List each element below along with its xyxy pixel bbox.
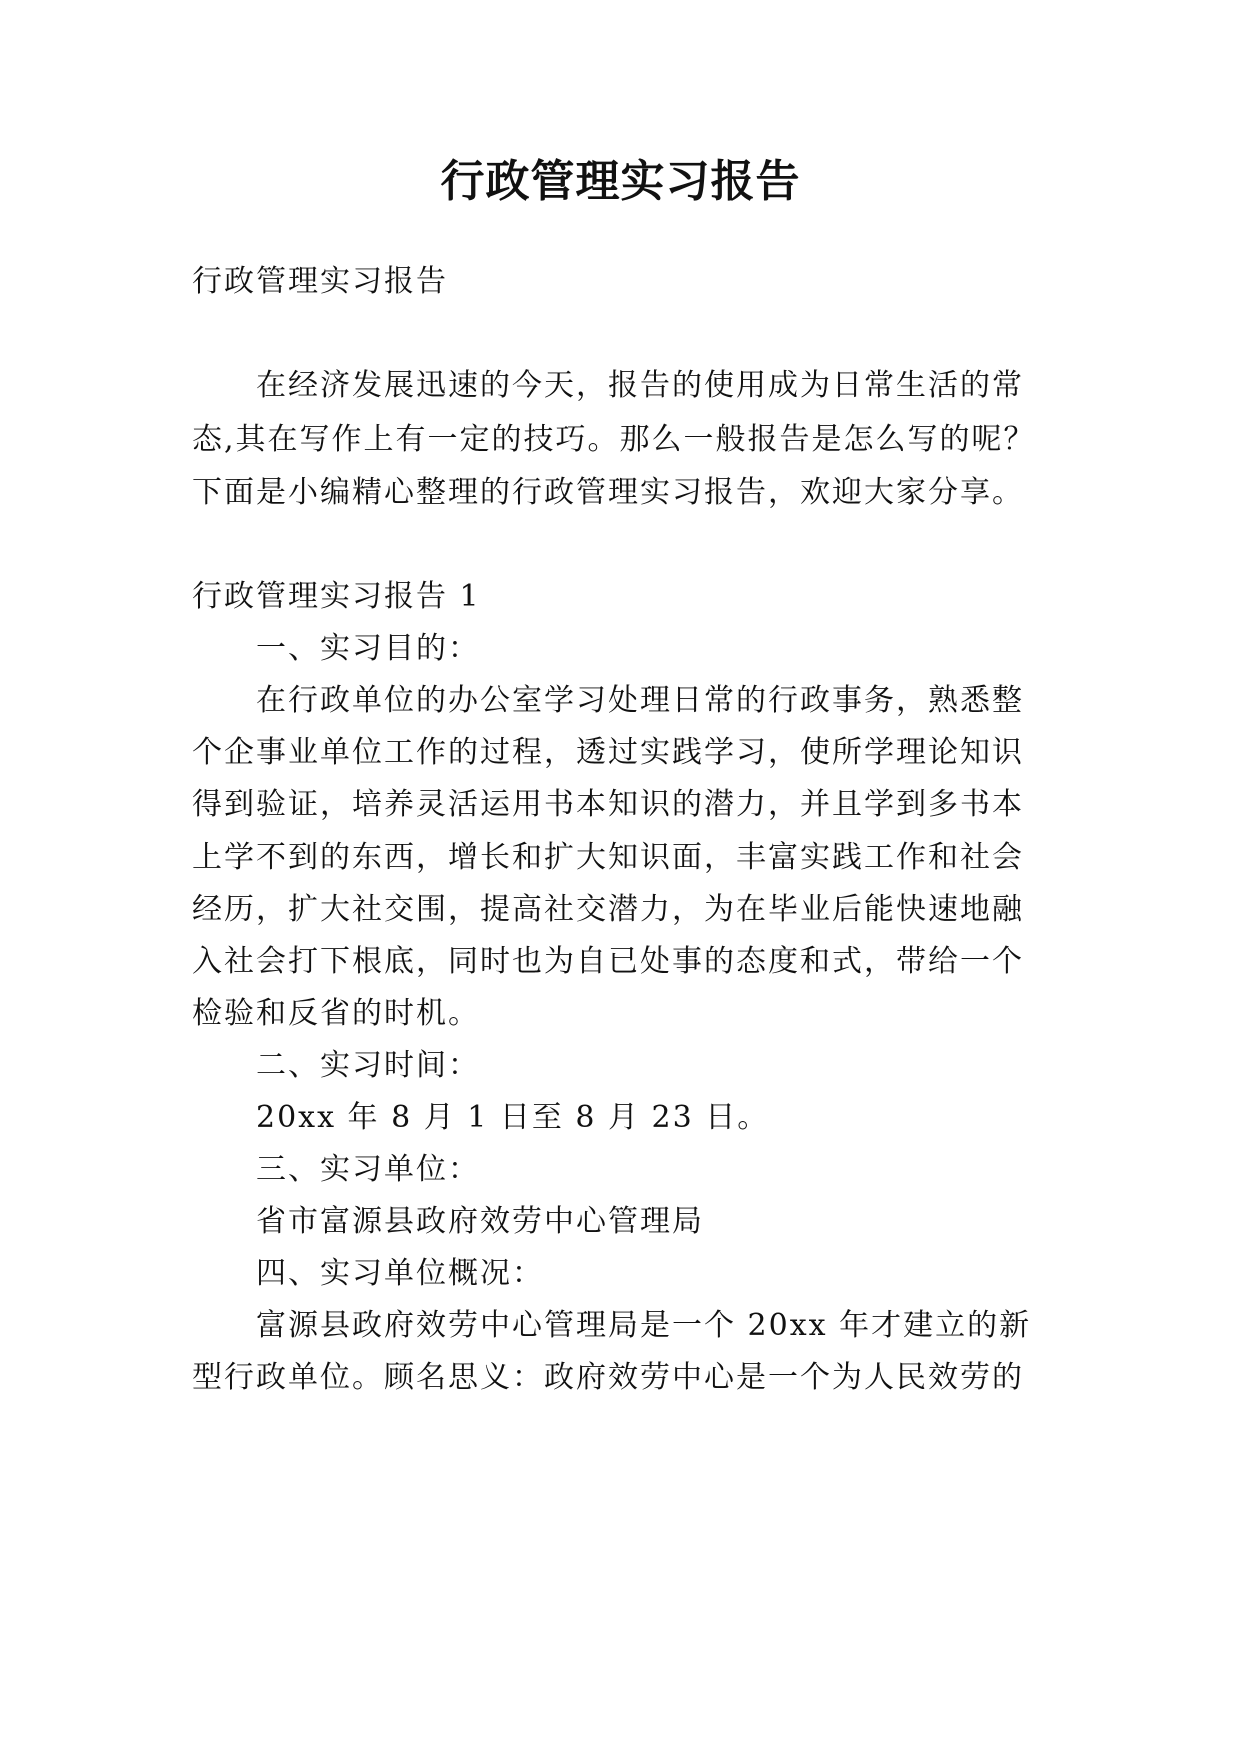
overview-line-2: 型行政单位。顾名思义：政府效劳中心是一个为人民效劳的 — [192, 1360, 1024, 1395]
intro-line-3: 下面是小编精心整理的行政管理实习报告，欢迎大家分享。 — [192, 475, 1024, 510]
purpose-line-2: 个企事业单位工作的过程，透过实践学习，使所学理论知识 — [192, 735, 1024, 770]
overview-heading: 四、实习单位概况： — [256, 1256, 544, 1291]
overview-line-1: 富源县政府效劳中心管理局是一个 20xx 年才建立的新 — [256, 1308, 1032, 1343]
unit-value: 省市富源县政府效劳中心管理局 — [256, 1204, 704, 1239]
unit-heading: 三、实习单位： — [256, 1152, 480, 1187]
purpose-line-7: 检验和反省的时机。 — [192, 996, 480, 1031]
purpose-line-6: 入社会打下根底，同时也为自已处事的态度和式，带给一个 — [192, 944, 1024, 979]
purpose-line-3: 得到验证，培养灵活运用书本知识的潜力，并且学到多书本 — [192, 787, 1024, 822]
purpose-line-5: 经历，扩大社交围，提高社交潜力，为在毕业后能快速地融 — [192, 892, 1024, 927]
document-subtitle: 行政管理实习报告 — [192, 264, 448, 299]
time-heading: 二、实习时间： — [256, 1048, 480, 1083]
intro-line-2: 态,其在写作上有一定的技巧。那么一般报告是怎么写的呢？ — [192, 422, 1036, 457]
purpose-line-1: 在行政单位的办公室学习处理日常的行政事务，熟悉整 — [256, 683, 1024, 718]
purpose-line-4: 上学不到的东西，增长和扩大知识面，丰富实践工作和社会 — [192, 840, 1024, 875]
time-value: 20xx 年 8 月 1 日至 8 月 23 日。 — [256, 1100, 770, 1135]
intro-line-1: 在经济发展迅速的今天，报告的使用成为日常生活的常 — [256, 368, 1024, 403]
purpose-heading: 一、实习目的： — [256, 631, 480, 666]
section-heading: 行政管理实习报告 1 — [192, 579, 481, 614]
document-title: 行政管理实习报告 — [440, 156, 801, 207]
